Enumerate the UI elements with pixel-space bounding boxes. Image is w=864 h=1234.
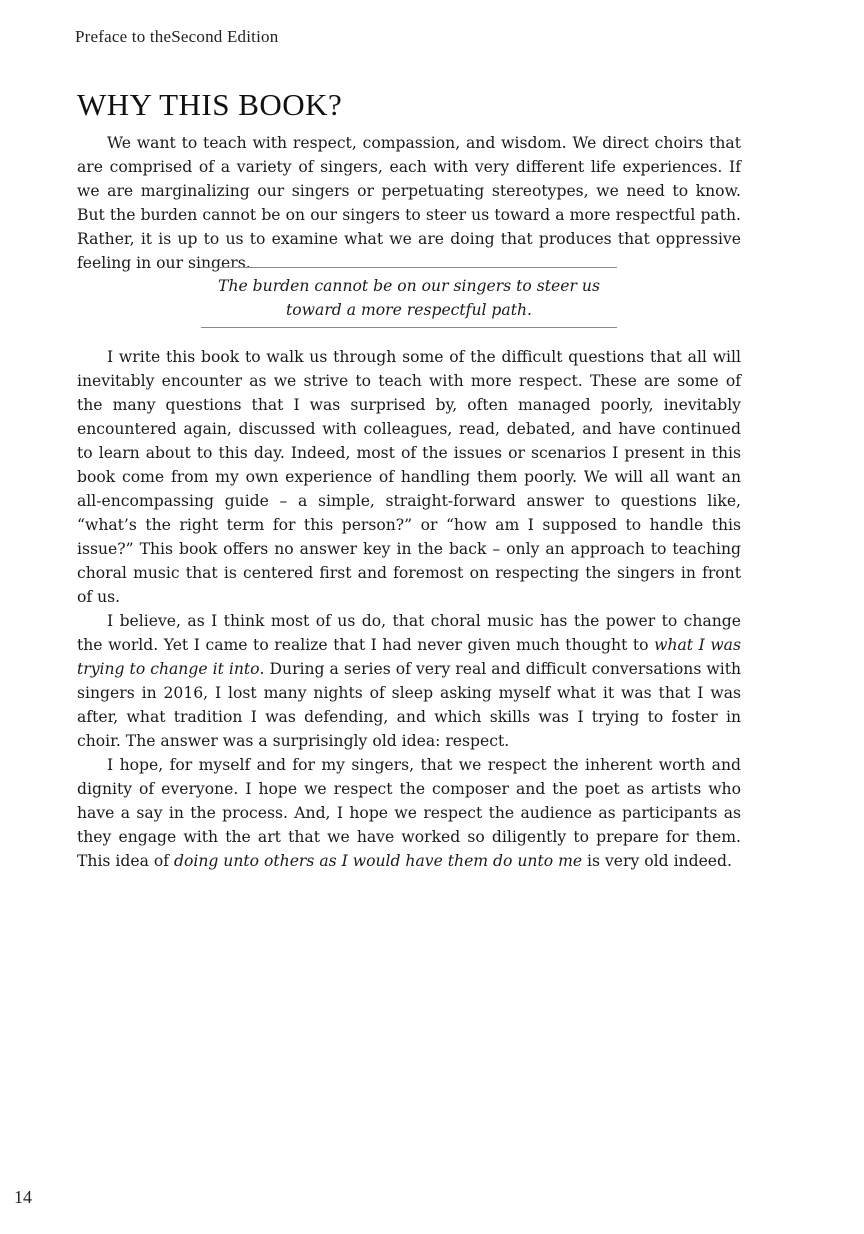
section-heading: WHY THIS BOOK? <box>77 87 343 122</box>
pull-quote-line-2: toward a more respectful path. <box>286 301 532 319</box>
pull-quote <box>201 267 617 328</box>
paragraph-3-text-a: I believe, as I think most of us do, that choral music has the power to change the world. Yet I came to realize that I had never given much thought to <box>77 612 741 654</box>
paragraph-4-text-a: I hope, for myself and for my singers, that we respect the inherent worth and dignity of everyone. I hope we respect the composer and the poet as artists who have a say in the process. And, I hope we respect the audience as participants as they engage with the art that we have worked so diligently to prepare for them. This idea of <box>77 756 741 870</box>
paragraph-4 <box>77 753 741 873</box>
paragraph-4-text-b: is very old indeed. <box>582 852 732 870</box>
body-text-lower <box>77 345 741 873</box>
running-head: Preface to theSecond Edition <box>75 27 279 46</box>
page-number: 14 <box>14 1187 32 1207</box>
paragraph-1: We want to teach with respect, compassion, and wisdom. We direct choirs that are comprised of a variety of singers, each with very different life experiences. If we are marginalizing our singers or perpetuating stereotypes, we need to know. But the burden cannot be on our singers to steer us toward a more respectful path. Rather, it is up to us to examine what we are doing that produces that oppressive feeling in our singers. <box>77 134 741 272</box>
pull-quote-line-1: The burden cannot be on our singers to steer us <box>218 277 600 295</box>
paragraph-3-italic: what I was trying to change it into <box>77 636 741 678</box>
paragraph-3 <box>77 609 741 753</box>
paragraph-4-italic: doing unto others as I would have them do unto me <box>173 852 583 870</box>
paragraph-2: I write this book to walk us through some of the difficult questions that all will inevitably encounter as we strive to teach with more respect. These are some of the many questions that I was surprised by, often managed poorly, inevitably encountered again, discussed with colleagues, read, debated, and have continued to learn about to this day. Indeed, most of the issues or scenarios I present in this book come from my own experience of handling them poorly. We will all want an all-encompassing guide – a simple, straight-forward answer to questions like, “what’s the right term for this person?” or “how am I supposed to handle this issue?” This book offers no answer key in the back – only an approach to teaching choral music that is centered first and foremost on respecting the singers in front of us. <box>77 348 741 606</box>
paragraph-3-text-b: . During a series of very real and difficult conversations with singers in 2016, I lost many nights of sleep asking myself what it was that I was after, what tradition I was defending, and which skills was I trying to foster in choir. The answer was a surprisingly old idea: respect. <box>77 660 742 750</box>
body-text-upper <box>77 131 741 275</box>
